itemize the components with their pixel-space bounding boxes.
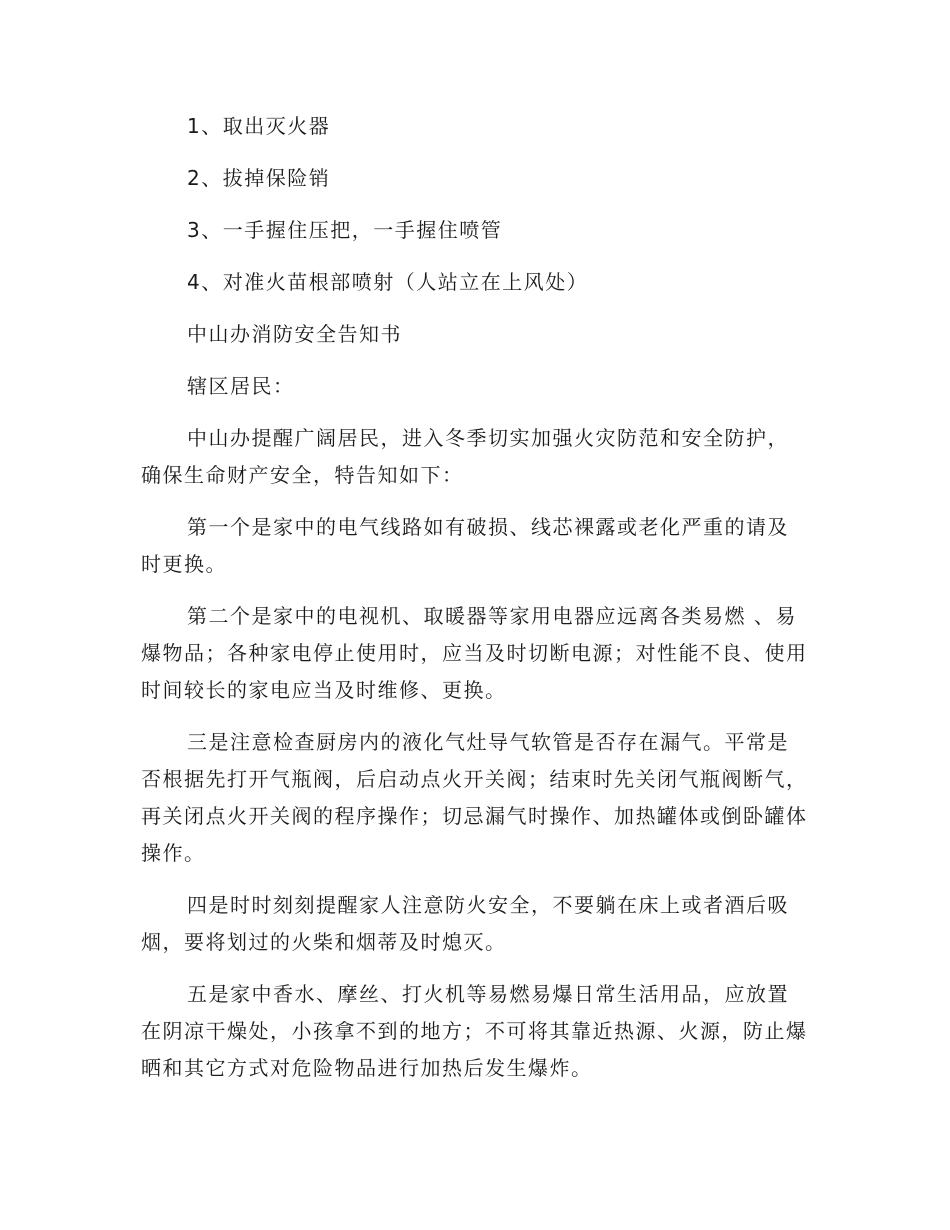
salutation: 辖区居民：: [187, 374, 295, 398]
step-3: 3、一手握住压把，一手握住喷管: [187, 218, 503, 242]
paragraph-intro: 中山办提醒广阔居民，进入冬季切实加强火灾防范和安全防护，确保生命财产安全，特告知如下：: [141, 426, 789, 487]
paragraph-item-5: 五是家中香水、摩丝、打火机等易燃易爆日常生活用品，应放置在阴凉干燥处，小孩拿不到的地方；不可将其靠近热源、火源，防止爆晒和其它方式对危险物品进行加热后发生爆炸。: [141, 982, 808, 1080]
step-1: 1、取出灭火器: [187, 114, 331, 138]
paragraph-item-2: 第二个是家中的电视机、取暖器等家用电器应远离各类易燃 、易爆物品；各种家电停止使用时，应当及时切断电源；对性能不良、使用时间较长的家电应当及时维修、更换。: [141, 604, 808, 702]
paragraph-item-1: 第一个是家中的电气线路如有破损、线芯裸露或老化严重的请及时更换。: [141, 515, 789, 576]
notice-title: 中山办消防安全告知书: [187, 322, 402, 346]
document-body: [141, 108, 809, 1102]
paragraph-item-3: 三是注意检查厨房内的液化气灶导气软管是否存在漏气。平常是否根据先打开气瓶阀，后启动点火开关阀；结束时先关闭气瓶阀断气，再关闭点火开关阀的程序操作；切忌漏气时操作、加热罐体或倒卧罐体操作。: [141, 730, 808, 865]
step-2: 2、拔掉保险销: [187, 166, 331, 190]
step-4: 4、对准火苗根部喷射（人站立在上风处）: [187, 270, 589, 294]
paragraph-item-4: 四是时时刻刻提醒家人注意防火安全，不要躺在床上或者酒后吸烟，要将划过的火柴和烟蒂及时熄灭。: [141, 893, 789, 954]
